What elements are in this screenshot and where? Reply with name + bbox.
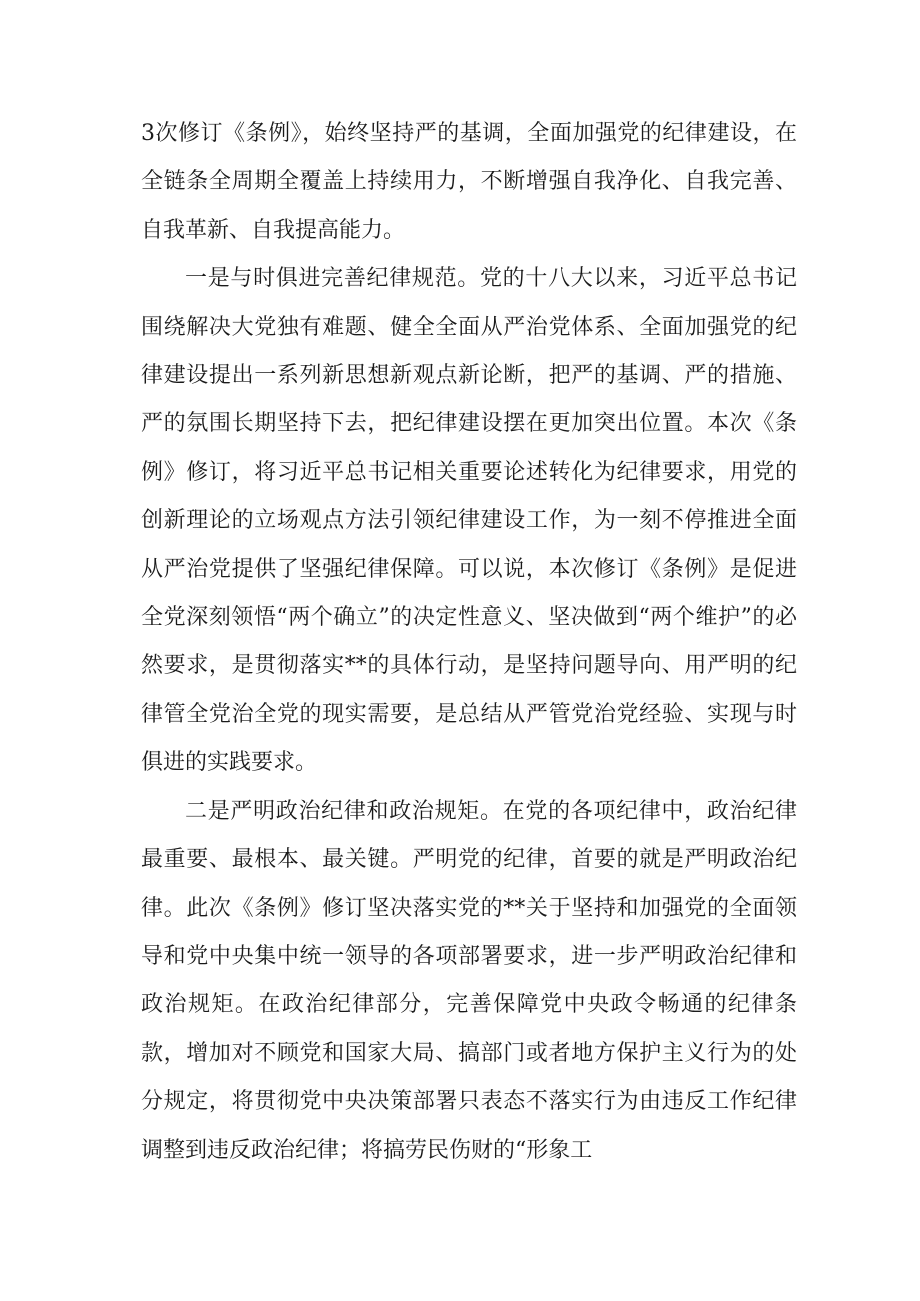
paragraph-political-discipline: 二是严明政治纪律和政治规矩。在党的各项纪律中，政治纪律最重要、最根本、最关键。严明党的纪律，首要的就是严明政治纪律。此次《条例》修订坚决落实党的**关于坚持和加强党的全面领导和党中央集中统一领导的各项部署要求，进一步严明政治纪律和政治规矩。在政治纪律部分，完善保障党中央政令畅通的纪律条款，增加对不顾党和国家大局、搞部门或者地方保护主义行为的处分规定，将贯彻党中央决策部署只表态不落实行为由违反工作纪律调整到违反政治纪律；将搞劳民伤财的“形象工	[141, 798, 797, 1163]
paragraph-continuation: 3次修订《条例》，始终坚持严的基调，全面加强党的纪律建设，在全链条全周期全覆盖上持续用力，不断增强自我净化、自我完善、自我革新、自我提高能力。	[141, 121, 797, 243]
paragraph-discipline-norms: 一是与时俱进完善纪律规范。党的十八大以来，习近平总书记围绕解决大党独有难题、健全全面从严治党体系、全面加强党的纪律建设提出一系列新思想新观点新论断，把严的基调、严的措施、严的氛围长期坚持下去，把纪律建设摆在更加突出位置。本次《条例》修订，将习近平总书记相关重要论述转化为纪律要求，用党的创新理论的立场观点方法引领纪律建设工作，为一刻不停推进全面从严治党提供了坚强纪律保障。可以说，本次修订《条例》是促进全党深刻领悟“两个确立”的决定性意义、坚决做到“两个维护”的必然要求，是贯彻落实**的具体行动，是坚持问题导向、用严明的纪律管全党治全党的现实需要，是总结从严管党治党经验、实现与时俱进的实践要求。	[141, 266, 797, 776]
document-body	[141, 110, 797, 1175]
